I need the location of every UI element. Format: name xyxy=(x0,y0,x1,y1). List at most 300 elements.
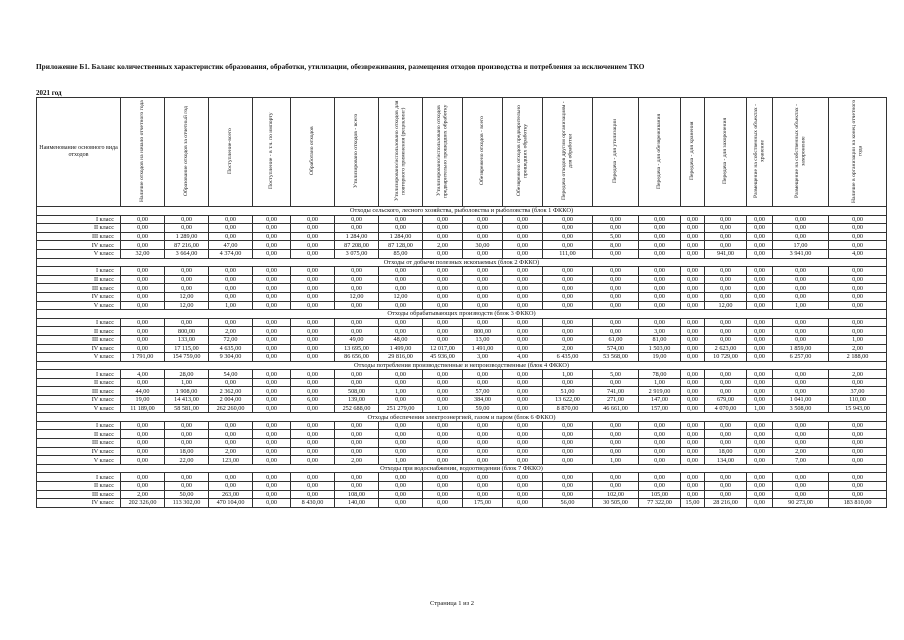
column-header xyxy=(543,98,593,207)
block-header-row xyxy=(37,413,887,422)
table-cell: 8 430,00 xyxy=(291,499,335,508)
block-title: Отходы потребления производственные и непроизводственные (блок 4 ФККО) xyxy=(37,361,887,370)
table-cell: 0,00 xyxy=(165,473,209,482)
table-cell: 50,00 xyxy=(165,490,209,499)
table-cell: 0,00 xyxy=(681,490,705,499)
table-cell: 0,00 xyxy=(335,301,379,310)
table-cell: 0,00 xyxy=(829,267,887,276)
table-cell: 0,00 xyxy=(747,241,773,250)
table-cell: 0,00 xyxy=(253,421,291,430)
table-cell: 0,00 xyxy=(463,318,503,327)
table-cell: 0,00 xyxy=(291,490,335,499)
table-cell: 0,00 xyxy=(291,292,335,301)
table-cell: 0,00 xyxy=(253,456,291,465)
table-cell: 0,00 xyxy=(463,490,503,499)
table-cell: 0,00 xyxy=(681,241,705,250)
table-cell: 0,00 xyxy=(773,378,829,387)
table-cell: 0,00 xyxy=(209,439,253,448)
table-cell: 0,00 xyxy=(747,387,773,396)
table-cell: 0,00 xyxy=(503,284,543,293)
table-cell: 0,00 xyxy=(773,215,829,224)
table-cell: 0,00 xyxy=(291,241,335,250)
table-cell: 0,00 xyxy=(543,335,593,344)
table-cell: 0,00 xyxy=(423,327,463,336)
table-cell: 0,00 xyxy=(593,284,639,293)
table-cell: 18,00 xyxy=(705,447,747,456)
table-cell: 0,00 xyxy=(423,292,463,301)
table-row xyxy=(37,421,887,430)
table-cell: 0,00 xyxy=(503,421,543,430)
table-cell: 0,00 xyxy=(543,447,593,456)
table-cell: 0,00 xyxy=(543,284,593,293)
table-cell: 5,00 xyxy=(593,370,639,379)
table-cell: 0,00 xyxy=(503,387,543,396)
table-cell: 0,00 xyxy=(335,327,379,336)
table-row xyxy=(37,404,887,413)
table-cell: 0,00 xyxy=(639,439,681,448)
table-cell: 0,00 xyxy=(463,301,503,310)
table-cell: 3 508,00 xyxy=(773,404,829,413)
table-cell: 0,00 xyxy=(463,232,503,241)
table-cell: 0,00 xyxy=(705,421,747,430)
table-cell: 0,00 xyxy=(829,421,887,430)
table-cell: 0,00 xyxy=(253,370,291,379)
table-cell: 0,00 xyxy=(379,396,423,405)
table-cell: 0,00 xyxy=(747,327,773,336)
table-cell: 0,00 xyxy=(253,344,291,353)
table-cell: 87 216,00 xyxy=(165,241,209,250)
table-cell: 0,00 xyxy=(773,327,829,336)
table-cell: 28,00 xyxy=(165,370,209,379)
table-cell: 175,00 xyxy=(463,499,503,508)
table-cell: 46 661,00 xyxy=(593,404,639,413)
table-cell: 0,00 xyxy=(593,215,639,224)
table-row xyxy=(37,232,887,241)
table-cell: 0,00 xyxy=(829,378,887,387)
table-cell: 0,00 xyxy=(291,439,335,448)
table-cell: 0,00 xyxy=(335,447,379,456)
column-header-label: Размещение на собственных объектах - хранение xyxy=(753,104,766,198)
table-cell: 0,00 xyxy=(253,473,291,482)
table-cell: 0,00 xyxy=(209,421,253,430)
table-cell: 0,00 xyxy=(705,232,747,241)
table-cell: 0,00 xyxy=(463,292,503,301)
table-cell: 0,00 xyxy=(379,370,423,379)
column-header xyxy=(747,98,773,207)
table-cell: 0,00 xyxy=(423,456,463,465)
table-cell: 0,00 xyxy=(543,318,593,327)
hazard-class-label: I класс xyxy=(37,318,121,327)
table-cell: 0,00 xyxy=(639,224,681,233)
table-cell: 2 004,00 xyxy=(209,396,253,405)
report-year: 2021 год xyxy=(36,89,62,97)
table-cell: 1 499,00 xyxy=(379,344,423,353)
table-cell: 0,00 xyxy=(829,482,887,491)
table-cell: 0,00 xyxy=(503,378,543,387)
table-cell: 105,00 xyxy=(639,490,681,499)
table-cell: 0,00 xyxy=(253,215,291,224)
table-cell: 14 413,00 xyxy=(165,396,209,405)
table-cell: 470 104,00 xyxy=(209,499,253,508)
table-cell: 0,00 xyxy=(681,439,705,448)
table-cell: 0,00 xyxy=(705,335,747,344)
table-cell: 0,00 xyxy=(773,232,829,241)
table-cell: 1,00 xyxy=(593,456,639,465)
table-row xyxy=(37,241,887,250)
table-cell: 0,00 xyxy=(253,275,291,284)
table-cell: 0,00 xyxy=(335,215,379,224)
table-cell: 0,00 xyxy=(747,353,773,362)
table-cell: 0,00 xyxy=(121,275,165,284)
table-cell: 0,00 xyxy=(681,456,705,465)
hazard-class-label: I класс xyxy=(37,267,121,276)
table-cell: 0,00 xyxy=(747,396,773,405)
table-cell: 17,00 xyxy=(773,241,829,250)
table-cell: 0,00 xyxy=(291,387,335,396)
table-cell: 57,00 xyxy=(463,387,503,396)
table-cell: 0,00 xyxy=(639,456,681,465)
table-cell: 86 656,00 xyxy=(335,353,379,362)
table-cell: 1 284,00 xyxy=(335,232,379,241)
column-header-label: Утилизировано/использовано отходов предварительно прошедших обработку xyxy=(436,104,449,198)
table-cell: 0,00 xyxy=(543,456,593,465)
table-cell: 0,00 xyxy=(543,482,593,491)
table-cell: 0,00 xyxy=(681,421,705,430)
table-cell: 941,00 xyxy=(705,249,747,258)
table-cell: 0,00 xyxy=(747,490,773,499)
table-cell: 44,00 xyxy=(121,387,165,396)
table-cell: 0,00 xyxy=(543,224,593,233)
hazard-class-label: III класс xyxy=(37,490,121,499)
table-cell: 0,00 xyxy=(165,275,209,284)
table-cell: 0,00 xyxy=(463,447,503,456)
table-cell: 2,00 xyxy=(773,447,829,456)
table-cell: 1,00 xyxy=(165,378,209,387)
table-row xyxy=(37,215,887,224)
column-header xyxy=(291,98,335,207)
table-cell: 0,00 xyxy=(423,249,463,258)
column-header xyxy=(121,98,165,207)
hazard-class-label: II класс xyxy=(37,482,121,491)
table-row xyxy=(37,447,887,456)
table-cell: 0,00 xyxy=(773,439,829,448)
table-cell: 1 491,00 xyxy=(463,344,503,353)
table-cell: 2,00 xyxy=(829,370,887,379)
table-cell: 0,00 xyxy=(593,318,639,327)
table-cell: 0,00 xyxy=(543,301,593,310)
table-cell: 11 189,00 xyxy=(121,404,165,413)
table-cell: 13,00 xyxy=(463,335,503,344)
table-cell: 0,00 xyxy=(681,275,705,284)
table-row xyxy=(37,249,887,258)
table-cell: 3,00 xyxy=(463,353,503,362)
table-cell: 0,00 xyxy=(165,267,209,276)
table-cell: 0,00 xyxy=(253,482,291,491)
table-cell: 0,00 xyxy=(335,482,379,491)
table-cell: 12 017,00 xyxy=(423,344,463,353)
table-cell: 0,00 xyxy=(639,232,681,241)
table-cell: 0,00 xyxy=(165,215,209,224)
table-cell: 0,00 xyxy=(253,378,291,387)
table-cell: 800,00 xyxy=(165,327,209,336)
table-cell: 0,00 xyxy=(291,275,335,284)
table-cell: 12,00 xyxy=(705,301,747,310)
table-cell: 0,00 xyxy=(121,292,165,301)
table-cell: 61,00 xyxy=(593,335,639,344)
table-cell: 0,00 xyxy=(209,284,253,293)
hazard-class-label: II класс xyxy=(37,378,121,387)
table-cell: 0,00 xyxy=(829,241,887,250)
table-cell: 0,00 xyxy=(747,499,773,508)
table-cell: 0,00 xyxy=(773,292,829,301)
table-cell: 0,00 xyxy=(379,482,423,491)
table-cell: 0,00 xyxy=(253,284,291,293)
table-cell: 0,00 xyxy=(747,301,773,310)
hazard-class-label: IV класс xyxy=(37,396,121,405)
table-cell: 800,00 xyxy=(463,327,503,336)
table-cell: 0,00 xyxy=(379,301,423,310)
table-cell: 4,00 xyxy=(829,249,887,258)
table-cell: 508,00 xyxy=(335,387,379,396)
block-title: Отходы обрабатывающих производств (блок 3 ФККО) xyxy=(37,310,887,319)
table-row xyxy=(37,490,887,499)
table-cell: 0,00 xyxy=(503,335,543,344)
table-cell: 0,00 xyxy=(253,301,291,310)
table-cell: 0,00 xyxy=(291,232,335,241)
table-cell: 0,00 xyxy=(253,404,291,413)
table-cell: 111,00 xyxy=(543,249,593,258)
table-cell: 0,00 xyxy=(503,370,543,379)
table-cell: 0,00 xyxy=(291,456,335,465)
table-cell: 0,00 xyxy=(121,267,165,276)
hazard-class-label: I класс xyxy=(37,421,121,430)
table-cell: 0,00 xyxy=(681,370,705,379)
column-header-label: Размещение на собственных объектах - захоронение xyxy=(794,104,807,198)
table-cell: 0,00 xyxy=(593,267,639,276)
table-cell: 0,00 xyxy=(543,267,593,276)
table-cell: 0,00 xyxy=(209,232,253,241)
table-cell: 0,00 xyxy=(773,421,829,430)
table-cell: 0,00 xyxy=(681,404,705,413)
table-cell: 0,00 xyxy=(253,447,291,456)
table-cell: 4,00 xyxy=(121,370,165,379)
table-cell: 77 322,00 xyxy=(639,499,681,508)
table-row xyxy=(37,344,887,353)
table-cell: 0,00 xyxy=(253,439,291,448)
table-cell: 0,00 xyxy=(639,241,681,250)
table-cell: 0,00 xyxy=(463,482,503,491)
table-cell: 0,00 xyxy=(829,215,887,224)
table-row xyxy=(37,370,887,379)
table-cell: 0,00 xyxy=(335,224,379,233)
table-cell: 59,00 xyxy=(463,404,503,413)
table-cell: 0,00 xyxy=(423,387,463,396)
table-cell: 1 284,00 xyxy=(379,232,423,241)
table-cell: 0,00 xyxy=(747,439,773,448)
table-cell: 0,00 xyxy=(121,224,165,233)
table-cell: 0,00 xyxy=(639,318,681,327)
table-cell: 0,00 xyxy=(503,396,543,405)
table-cell: 0,00 xyxy=(773,387,829,396)
table-cell: 0,00 xyxy=(543,275,593,284)
column-header-label: Передача - для утилизации xyxy=(612,118,619,184)
table-cell: 0,00 xyxy=(747,249,773,258)
hazard-class-label: IV класс xyxy=(37,499,121,508)
table-cell: 0,00 xyxy=(503,404,543,413)
table-cell: 202 326,00 xyxy=(121,499,165,508)
table-row xyxy=(37,327,887,336)
hazard-class-label: V класс xyxy=(37,404,121,413)
table-cell: 0,00 xyxy=(165,224,209,233)
table-cell: 0,00 xyxy=(705,439,747,448)
table-cell: 0,00 xyxy=(639,292,681,301)
column-header xyxy=(681,98,705,207)
column-header-label: Наличие отходов на начало отчетного года xyxy=(139,100,146,202)
column-header xyxy=(423,98,463,207)
table-cell: 263,00 xyxy=(209,490,253,499)
table-cell: 0,00 xyxy=(681,249,705,258)
table-row xyxy=(37,430,887,439)
table-cell: 30,00 xyxy=(463,241,503,250)
table-cell: 262 260,00 xyxy=(209,404,253,413)
table-cell: 17 115,00 xyxy=(165,344,209,353)
table-cell: 0,00 xyxy=(423,267,463,276)
table-cell: 47,00 xyxy=(209,241,253,250)
table-cell: 0,00 xyxy=(681,284,705,293)
table-cell: 0,00 xyxy=(379,318,423,327)
table-cell: 1,00 xyxy=(829,335,887,344)
table-cell: 45 936,00 xyxy=(423,353,463,362)
table-cell: 0,00 xyxy=(503,499,543,508)
table-cell: 0,00 xyxy=(291,404,335,413)
table-cell: 2,00 xyxy=(423,241,463,250)
table-cell: 183 810,00 xyxy=(829,499,887,508)
table-cell: 384,00 xyxy=(463,396,503,405)
table-cell: 6,00 xyxy=(291,396,335,405)
table-cell: 0,00 xyxy=(209,482,253,491)
table-cell: 0,00 xyxy=(705,241,747,250)
table-cell: 0,00 xyxy=(639,275,681,284)
table-cell: 0,00 xyxy=(639,301,681,310)
table-cell: 0,00 xyxy=(165,284,209,293)
table-cell: 54,00 xyxy=(209,370,253,379)
table-cell: 9 304,00 xyxy=(209,353,253,362)
hazard-class-label: III класс xyxy=(37,335,121,344)
table-cell: 0,00 xyxy=(543,473,593,482)
table-cell: 0,00 xyxy=(639,430,681,439)
table-cell: 0,00 xyxy=(747,447,773,456)
table-cell: 251 279,00 xyxy=(379,404,423,413)
column-header xyxy=(773,98,829,207)
table-cell: 0,00 xyxy=(463,473,503,482)
table-cell: 0,00 xyxy=(291,430,335,439)
table-cell: 0,00 xyxy=(209,275,253,284)
table-cell: 0,00 xyxy=(253,396,291,405)
table-cell: 0,00 xyxy=(543,421,593,430)
table-cell: 0,00 xyxy=(593,439,639,448)
column-header xyxy=(593,98,639,207)
hazard-class-label: II класс xyxy=(37,275,121,284)
table-cell: 0,00 xyxy=(121,284,165,293)
table-cell: 81,00 xyxy=(639,335,681,344)
table-cell: 3 941,00 xyxy=(773,249,829,258)
column-header-label: Обезврежено отходов предварительно прошедших обработку xyxy=(516,105,529,197)
table-cell: 0,00 xyxy=(829,327,887,336)
table-cell: 0,00 xyxy=(463,284,503,293)
table-cell: 574,00 xyxy=(593,344,639,353)
table-cell: 0,00 xyxy=(639,482,681,491)
table-cell: 0,00 xyxy=(165,430,209,439)
table-cell: 12,00 xyxy=(379,292,423,301)
table-cell: 0,00 xyxy=(593,292,639,301)
table-cell: 0,00 xyxy=(253,267,291,276)
table-cell: 134,00 xyxy=(705,456,747,465)
table-cell: 15,00 xyxy=(681,499,705,508)
table-cell: 0,00 xyxy=(291,301,335,310)
table-cell: 6 257,00 xyxy=(773,353,829,362)
table-cell: 0,00 xyxy=(639,421,681,430)
table-cell: 0,00 xyxy=(121,301,165,310)
column-header xyxy=(253,98,291,207)
column-header-label: Передача - для обезвреживания xyxy=(656,113,663,189)
table-cell: 0,00 xyxy=(681,224,705,233)
table-cell: 15 943,00 xyxy=(829,404,887,413)
column-header-label: Поступление - в т.ч. по импорту xyxy=(268,112,275,190)
table-cell: 0,00 xyxy=(503,327,543,336)
table-cell: 0,00 xyxy=(423,370,463,379)
hazard-class-label: I класс xyxy=(37,473,121,482)
table-cell: 0,00 xyxy=(253,499,291,508)
table-cell: 0,00 xyxy=(253,249,291,258)
table-cell: 0,00 xyxy=(705,224,747,233)
table-row xyxy=(37,318,887,327)
column-header-label: Поступление-всего xyxy=(227,128,234,174)
table-row xyxy=(37,378,887,387)
table-cell: 12,00 xyxy=(165,292,209,301)
table-cell: 0,00 xyxy=(121,378,165,387)
table-cell: 0,00 xyxy=(773,335,829,344)
column-header xyxy=(209,98,253,207)
table-cell: 0,00 xyxy=(593,473,639,482)
table-cell: 0,00 xyxy=(291,327,335,336)
table-cell: 2,00 xyxy=(335,456,379,465)
table-cell: 0,00 xyxy=(747,215,773,224)
table-cell: 0,00 xyxy=(705,215,747,224)
table-cell: 13 622,00 xyxy=(543,396,593,405)
table-cell: 28 216,00 xyxy=(705,499,747,508)
table-cell: 0,00 xyxy=(335,267,379,276)
table-cell: 1,00 xyxy=(379,456,423,465)
table-cell: 0,00 xyxy=(705,292,747,301)
table-cell: 0,00 xyxy=(335,284,379,293)
table-cell: 0,00 xyxy=(593,275,639,284)
table-row xyxy=(37,396,887,405)
table-cell: 22,00 xyxy=(165,456,209,465)
table-cell: 0,00 xyxy=(209,318,253,327)
table-cell: 85,00 xyxy=(379,249,423,258)
table-cell: 0,00 xyxy=(379,430,423,439)
table-cell: 0,00 xyxy=(639,267,681,276)
table-cell: 10 729,00 xyxy=(705,353,747,362)
table-cell: 0,00 xyxy=(291,370,335,379)
table-cell: 0,00 xyxy=(705,267,747,276)
table-cell: 0,00 xyxy=(829,284,887,293)
table-cell: 1,00 xyxy=(773,301,829,310)
table-cell: 0,00 xyxy=(379,439,423,448)
table-cell: 0,00 xyxy=(543,232,593,241)
table-cell: 0,00 xyxy=(209,224,253,233)
table-row xyxy=(37,267,887,276)
